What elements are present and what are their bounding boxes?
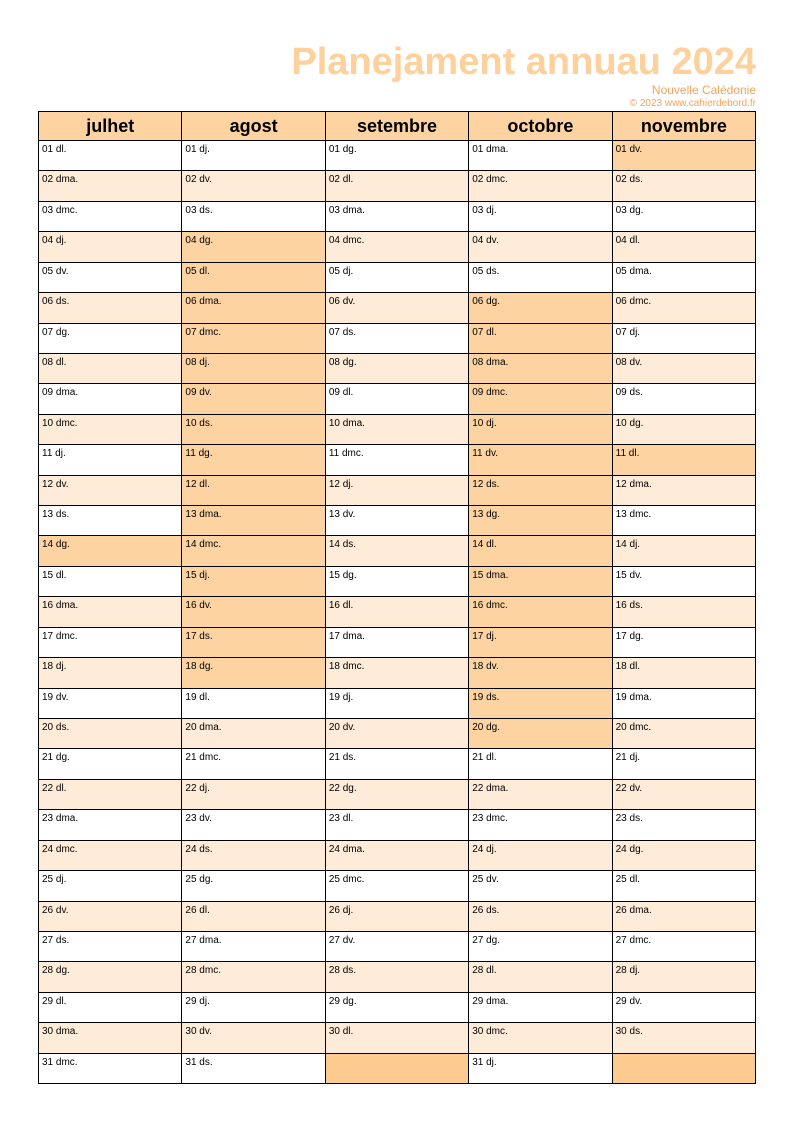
day-cell: 29 dma. [469,993,611,1023]
copyright-label: © 2023 www.cahierdebord.fr [629,98,756,109]
day-cell: 30 ds. [613,1023,755,1053]
day-cell: 19 dma. [613,689,755,719]
day-cell: 19 dv. [39,689,181,719]
day-cell: 20 dv. [326,719,468,749]
day-cell: 26 ds. [469,902,611,932]
day-cell: 21 ds. [326,749,468,779]
day-cell: 02 ds. [613,171,755,201]
day-cell: 06 dv. [326,293,468,323]
day-cell: 22 dl. [39,780,181,810]
day-cell: 24 ds. [182,841,324,871]
day-cell: 07 dl. [469,324,611,354]
day-cell: 08 dg. [326,354,468,384]
day-cell: 22 dma. [469,780,611,810]
day-cell: 05 dv. [39,263,181,293]
day-cell: 03 dg. [613,202,755,232]
day-cell: 11 dg. [182,445,324,475]
day-cell: 07 dj. [613,324,755,354]
day-cell: 24 dmc. [39,841,181,871]
day-cell: 17 ds. [182,628,324,658]
day-cell: 05 dma. [613,263,755,293]
day-cell: 21 dmc. [182,749,324,779]
day-cell: 14 dmc. [182,536,324,566]
day-cell: 18 dg. [182,658,324,688]
day-cell: 28 dg. [39,962,181,992]
day-cell: 02 dv. [182,171,324,201]
day-cell: 30 dmc. [469,1023,611,1053]
day-cell: 10 dj. [469,415,611,445]
day-cell: 23 dma. [39,810,181,840]
day-cell: 17 dj. [469,628,611,658]
day-cell: 04 dmc. [326,232,468,262]
day-cell: 31 dmc. [42,1056,78,1068]
day-cell: 26 dv. [39,902,181,932]
day-cell: 18 dj. [39,658,181,688]
day-cell: 26 dl. [182,902,324,932]
day-cell: 12 dj. [326,476,468,506]
empty-day-cell [613,1054,755,1083]
day-cell: 17 dma. [326,628,468,658]
day-cell: 20 dg. [469,719,611,749]
day-cell: 27 ds. [39,932,181,962]
day-cell: 20 dmc. [613,719,755,749]
day-cell: 15 dv. [613,567,755,597]
day-cell: 27 dv. [326,932,468,962]
day-cell: 11 dj. [39,445,181,475]
day-cell: 13 dmc. [613,506,755,536]
day-cell: 01 dl. [39,141,181,171]
day-cell: 09 dl. [326,384,468,414]
day-cell: 12 ds. [469,476,611,506]
day-cell: 09 ds. [613,384,755,414]
day-cell: 10 dmc. [39,415,181,445]
day-cell: 04 dl. [613,232,755,262]
day-cell: 24 dg. [613,841,755,871]
day-cell: 18 dmc. [326,658,468,688]
day-cell: 04 dg. [182,232,324,262]
day-cell: 09 dmc. [469,384,611,414]
day-cell: 27 dma. [182,932,324,962]
day-cell: 22 dg. [326,780,468,810]
day-cell: 31 dj. [472,1056,497,1068]
day-cell: 10 dma. [326,415,468,445]
day-cell: 11 dmc. [326,445,468,475]
day-cell: 14 dl. [469,536,611,566]
day-cell: 12 dma. [613,476,755,506]
day-cell: 15 dl. [39,567,181,597]
day-cell: 30 dl. [326,1023,468,1053]
day-cell: 08 dj. [182,354,324,384]
region-label: Nouvelle Calédonie [651,83,756,97]
day-cell: 25 dl. [613,871,755,901]
day-cell: 27 dmc. [613,932,755,962]
day-cell: 13 dg. [469,506,611,536]
day-cell: 04 dj. [39,232,181,262]
day-cell: 22 dv. [613,780,755,810]
day-cell: 25 dmc. [326,871,468,901]
day-cell: 16 dma. [39,597,181,627]
day-cell: 10 dg. [613,415,755,445]
day-cell: 01 dma. [469,141,611,171]
day-cell: 13 dv. [326,506,468,536]
month-column-setembre [326,112,469,1083]
day-cell: 21 dj. [613,749,755,779]
day-cell: 04 dv. [469,232,611,262]
day-cell: 24 dj. [469,841,611,871]
month-column-julhet [39,112,182,1083]
day-cell: 25 dj. [39,871,181,901]
day-cell: 30 dv. [182,1023,324,1053]
day-cell: 03 dmc. [39,202,181,232]
day-cell: 15 dg. [326,567,468,597]
day-cell: 31 ds. [185,1056,213,1068]
empty-day-cell [326,1054,468,1083]
month-header: julhet [39,112,181,141]
day-cell: 29 dl. [39,993,181,1023]
day-cell: 21 dg. [39,749,181,779]
day-cell: 05 ds. [469,263,611,293]
day-cell: 24 dma. [326,841,468,871]
day-cell: 16 dv. [182,597,324,627]
day-cell: 03 dma. [326,202,468,232]
day-cell: 26 dj. [326,902,468,932]
day-cell: 28 dl. [469,962,611,992]
month-header: novembre [613,112,755,141]
day-cell: 25 dg. [182,871,324,901]
day-cell: 12 dl. [182,476,324,506]
day-cell: 13 dma. [182,506,324,536]
day-cell: 16 ds. [613,597,755,627]
day-cell: 26 dma. [613,902,755,932]
day-cell: 07 ds. [326,324,468,354]
day-cell: 15 dj. [182,567,324,597]
day-cell: 23 dv. [182,810,324,840]
day-cell: 07 dmc. [182,324,324,354]
month-column-novembre [613,112,755,1083]
day-cell: 18 dv. [469,658,611,688]
day-cell: 11 dv. [469,445,611,475]
month-column-octobre [469,112,612,1083]
day-cell: 14 dg. [39,536,181,566]
day-cell: 23 dmc. [469,810,611,840]
day-cell: 01 dg. [326,141,468,171]
day-cell: 14 ds. [326,536,468,566]
day-cell: 09 dv. [182,384,324,414]
day-cell: 11 dl. [613,445,755,475]
day-cell: 06 dmc. [613,293,755,323]
day-cell: 03 ds. [182,202,324,232]
day-cell: 05 dl. [182,263,324,293]
day-cell: 15 dma. [469,567,611,597]
day-cell: 25 dv. [469,871,611,901]
day-cell: 01 dj. [182,141,324,171]
day-cell: 06 dma. [182,293,324,323]
day-cell: 03 dj. [469,202,611,232]
day-cell: 29 dv. [613,993,755,1023]
day-cell: 18 dl. [613,658,755,688]
day-cell: 19 dl. [182,689,324,719]
day-cell: 14 dj. [613,536,755,566]
day-cell: 21 dl. [469,749,611,779]
day-cell: 06 ds. [39,293,181,323]
day-cell: 12 dv. [39,476,181,506]
day-cell: 01 dv. [613,141,755,171]
day-cell: 16 dl. [326,597,468,627]
day-cell: 29 dj. [182,993,324,1023]
day-cell: 10 ds. [182,415,324,445]
day-cell: 28 dj. [613,962,755,992]
day-cell: 08 dma. [469,354,611,384]
day-cell: 02 dl. [326,171,468,201]
day-cell: 22 dj. [182,780,324,810]
day-cell: 19 dj. [326,689,468,719]
day-cell: 23 ds. [613,810,755,840]
day-cell: 13 ds. [39,506,181,536]
day-cell: 08 dv. [613,354,755,384]
day-cell: 17 dg. [613,628,755,658]
day-cell: 19 ds. [469,689,611,719]
page-title: Planejament annuau 2024 [291,41,756,83]
day-cell: 02 dmc. [469,171,611,201]
day-cell: 20 ds. [39,719,181,749]
day-cell: 17 dmc. [39,628,181,658]
day-cell: 16 dmc. [469,597,611,627]
calendar-grid [38,111,756,1084]
day-cell: 02 dma. [39,171,181,201]
day-cell: 05 dj. [326,263,468,293]
day-cell: 07 dg. [39,324,181,354]
day-cell: 06 dg. [469,293,611,323]
day-cell: 23 dl. [326,810,468,840]
day-cell: 09 dma. [39,384,181,414]
month-column-agost [182,112,325,1083]
day-cell: 27 dg. [469,932,611,962]
day-cell: 20 dma. [182,719,324,749]
month-header: setembre [326,112,468,141]
month-header: octobre [469,112,611,141]
day-cell: 29 dg. [326,993,468,1023]
day-cell: 30 dma. [39,1023,181,1053]
month-header: agost [182,112,324,141]
day-cell: 28 ds. [326,962,468,992]
day-cell: 08 dl. [39,354,181,384]
day-cell: 28 dmc. [182,962,324,992]
